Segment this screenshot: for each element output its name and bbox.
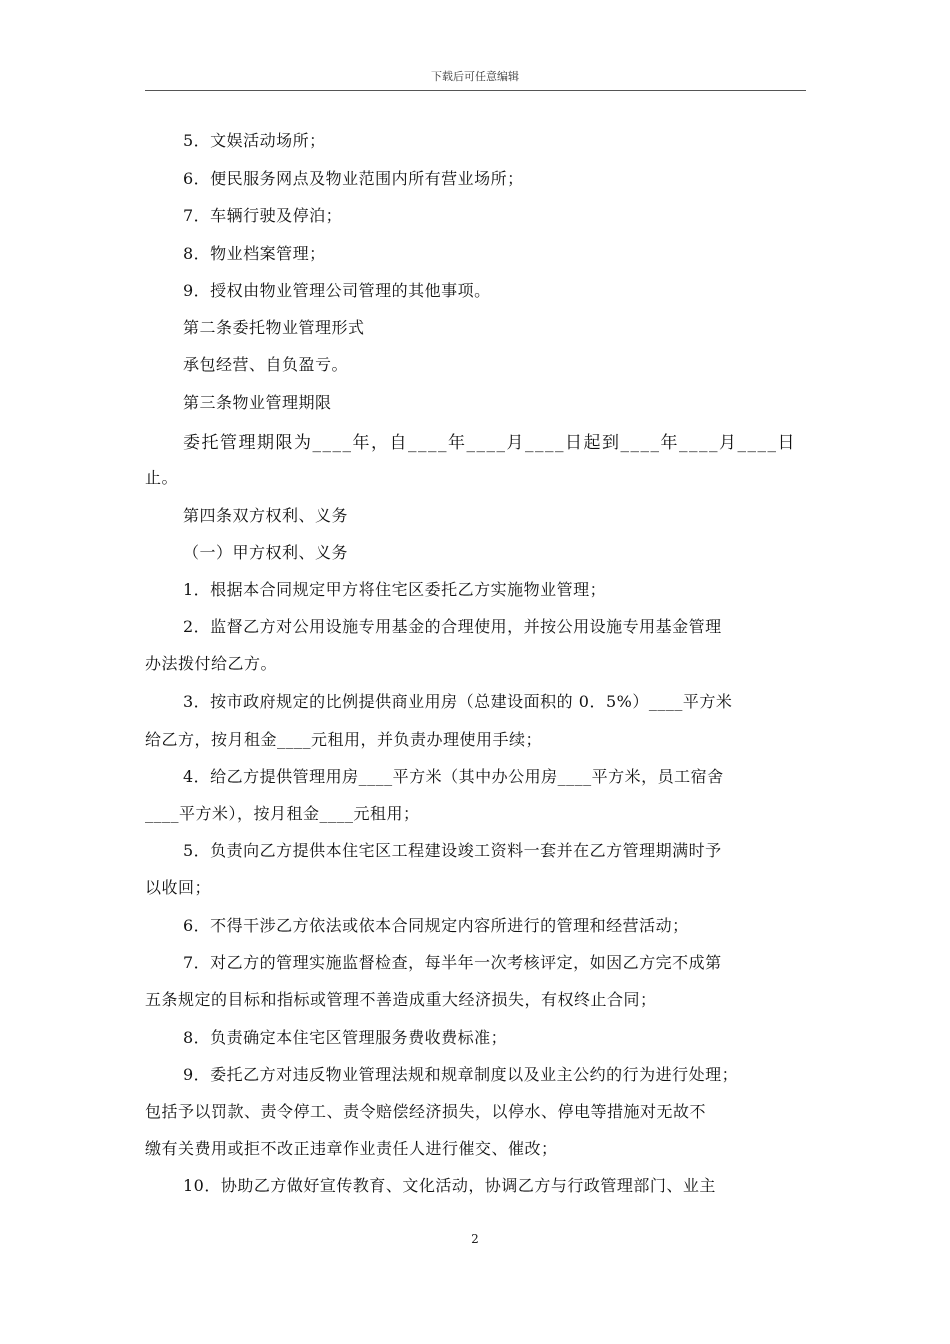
paragraph-line: 9．授权由物业管理公司管理的其他事项。 bbox=[183, 281, 491, 300]
paragraph-line: 五条规定的目标和指标或管理不善造成重大经济损失，有权终止合同； bbox=[145, 990, 657, 1009]
paragraph-line: 8．物业档案管理； bbox=[183, 244, 326, 263]
subsection-heading: （一）甲方权利、义务 bbox=[183, 543, 349, 562]
paragraph-line: 缴有关费用或拒不改正违章作业责任人进行催交、催改； bbox=[145, 1139, 558, 1158]
paragraph-line: 给乙方，按月租金____元租用，并负责办理使用手续； bbox=[145, 730, 543, 749]
header-rule bbox=[145, 90, 806, 91]
paragraph-line: 5．文娱活动场所； bbox=[183, 131, 326, 150]
paragraph-line: 6．不得干涉乙方依法或依本合同规定内容所进行的管理和经营活动； bbox=[183, 916, 689, 935]
paragraph-line: 包括予以罚款、责令停工、责令赔偿经济损失，以停水、停电等措施对无故不 bbox=[145, 1102, 707, 1121]
paragraph-line: 承包经营、自负盈亏。 bbox=[183, 355, 349, 374]
paragraph-line: 2．监督乙方对公用设施专用基金的合理使用，并按公用设施专用基金管理 bbox=[183, 617, 722, 636]
section-heading: 第四条双方权利、义务 bbox=[183, 506, 349, 525]
page-number: 2 bbox=[471, 1232, 479, 1246]
paragraph-line: 7．车辆行驶及停泊； bbox=[183, 206, 343, 225]
paragraph-line: 1．根据本合同规定甲方将住宅区委托乙方实施物业管理； bbox=[183, 580, 607, 599]
section-heading: 第三条物业管理期限 bbox=[183, 393, 332, 412]
paragraph-line: 5．负责向乙方提供本住宅区工程建设竣工资料一套并在乙方管理期满时予 bbox=[183, 841, 722, 860]
paragraph-line: 委托管理期限为____年，自____年____月____日起到____年____月____日 bbox=[183, 433, 796, 453]
paragraph-line: 以收回； bbox=[145, 878, 212, 897]
paragraph-line: ____平方米），按月租金____元租用； bbox=[145, 804, 420, 823]
paragraph-line: 止。 bbox=[145, 468, 179, 487]
paragraph-line: 4．给乙方提供管理用房____平方米（其中办公用房____平方米，员工宿舍 bbox=[183, 767, 724, 786]
paragraph-line: 9．委托乙方对违反物业管理法规和规章制度以及业主公约的行为进行处理； bbox=[183, 1065, 739, 1084]
paragraph-line: 8．负责确定本住宅区管理服务费收费标准； bbox=[183, 1028, 508, 1047]
paragraph-line: 办法拨付给乙方。 bbox=[145, 654, 278, 673]
paragraph-line: 10．协助乙方做好宣传教育、文化活动，协调乙方与行政管理部门、业主 bbox=[183, 1176, 716, 1195]
section-heading: 第二条委托物业管理形式 bbox=[183, 318, 365, 337]
paragraph-line: 6．便民服务网点及物业范围内所有营业场所； bbox=[183, 169, 524, 188]
paragraph-line: 3．按市政府规定的比例提供商业用房（总建设面积的 0．5%）____平方米 bbox=[183, 692, 733, 711]
paragraph-line: 7．对乙方的管理实施监督检查，每半年一次考核评定，如因乙方完不成第 bbox=[183, 953, 722, 972]
page-header: 下载后可任意编辑 bbox=[431, 70, 519, 83]
